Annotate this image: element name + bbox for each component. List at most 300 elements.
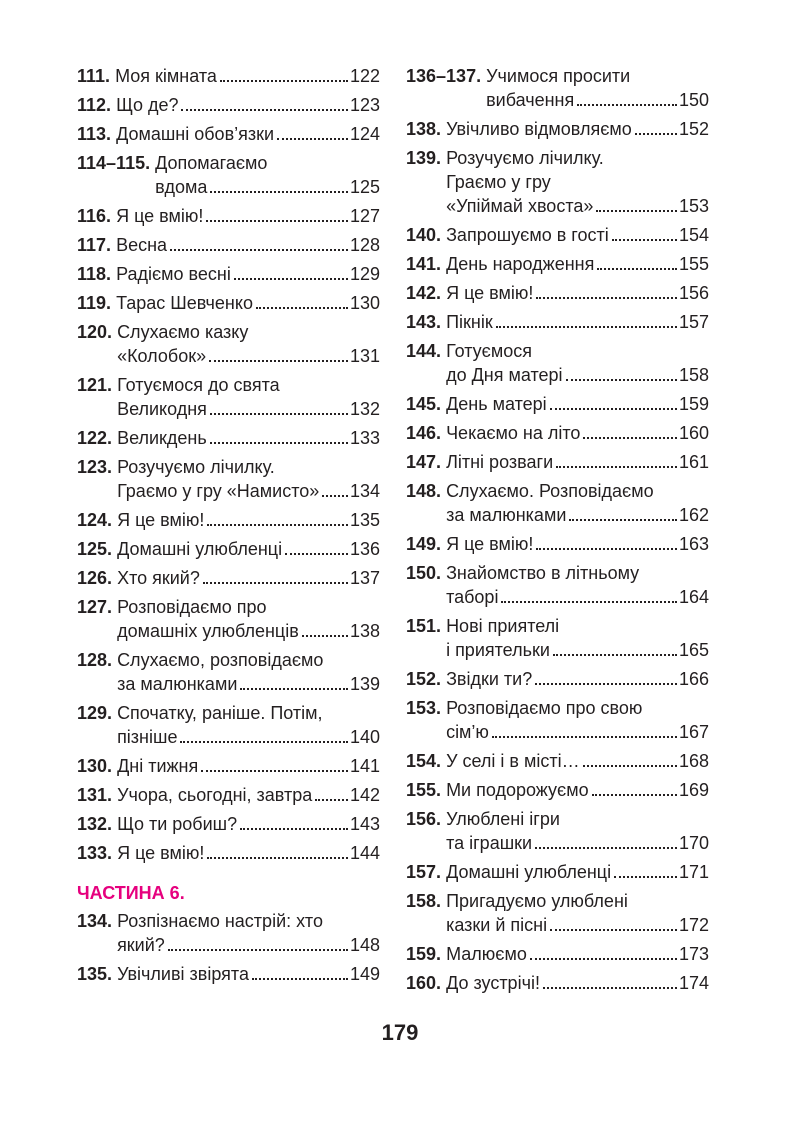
lesson-number: 136–137. (406, 66, 482, 86)
title-line (117, 566, 380, 590)
dot-leader (203, 582, 348, 584)
toc-entry[interactable] (406, 532, 709, 556)
lesson-number: 151. (406, 616, 442, 636)
title-line (446, 252, 709, 276)
page-ref: 167 (678, 722, 709, 742)
title-line (446, 146, 709, 170)
title-line (446, 561, 709, 585)
lesson-title (446, 696, 709, 744)
lesson-number: 121. (77, 375, 113, 395)
dot-leader (277, 138, 348, 140)
page-ref: 166 (678, 669, 709, 689)
toc-entry[interactable] (77, 648, 380, 696)
title-line (117, 344, 380, 368)
lesson-title (155, 151, 380, 199)
page-ref: 154 (678, 225, 709, 245)
lesson-number: 123. (77, 457, 113, 477)
lesson-number: 122. (77, 428, 113, 448)
page-ref: 130 (349, 293, 380, 313)
title-text: Учора, сьогодні, завтра (117, 785, 313, 805)
lesson-title (446, 310, 709, 334)
page-ref: 144 (349, 843, 380, 863)
title-line (116, 262, 380, 286)
dot-leader (583, 765, 677, 767)
toc-entry[interactable] (77, 93, 380, 117)
page-ref: 139 (349, 674, 380, 694)
toc-left-list (77, 64, 380, 865)
title-text: Звідки ти? (446, 669, 533, 689)
lesson-title (446, 479, 709, 527)
page-ref: 132 (349, 399, 380, 419)
lesson-title (117, 812, 380, 836)
toc-entry[interactable] (77, 783, 380, 807)
lesson-title (117, 648, 380, 696)
toc-entry[interactable] (77, 508, 380, 532)
lesson-title (117, 426, 380, 450)
page-ref: 136 (349, 539, 380, 559)
lesson-title (446, 146, 709, 218)
dot-leader (577, 104, 677, 106)
lesson-number: 118. (77, 264, 112, 284)
title-line (446, 450, 709, 474)
page-number: 179 (381, 1020, 419, 1045)
toc-entry[interactable] (406, 252, 709, 276)
title-line (117, 841, 380, 865)
title-line (446, 667, 709, 691)
page-ref: 171 (678, 862, 709, 882)
title-line (446, 532, 709, 556)
dot-leader (535, 683, 677, 685)
dot-leader (596, 210, 677, 212)
toc-entry[interactable] (77, 595, 380, 643)
lesson-number: 147. (406, 452, 442, 472)
toc-entry[interactable] (77, 962, 380, 986)
lesson-title (446, 667, 709, 691)
dot-leader (569, 519, 677, 521)
toc-entry[interactable] (406, 971, 709, 995)
title-text: Готуємося (446, 341, 532, 361)
lesson-number: 132. (77, 814, 113, 834)
toc-entry[interactable] (77, 291, 380, 315)
lesson-number: 156. (406, 809, 442, 829)
lesson-number: 119. (77, 293, 112, 313)
lesson-number: 154. (406, 751, 442, 771)
lesson-title (446, 807, 709, 855)
lesson-title (446, 614, 709, 662)
page-ref: 123 (349, 95, 380, 115)
title-text: Слухаємо. Розповідаємо (446, 481, 654, 501)
page-ref: 153 (678, 196, 709, 216)
toc-entry[interactable] (406, 64, 709, 112)
page-ref: 155 (678, 254, 709, 274)
title-line (446, 392, 709, 416)
page-ref: 135 (349, 510, 380, 530)
page-ref: 125 (349, 177, 380, 197)
toc-entry[interactable] (77, 841, 380, 865)
dot-leader (501, 601, 677, 603)
title-line (155, 151, 380, 175)
title-text: Знайомство в літньому (446, 563, 640, 583)
lesson-title (116, 233, 380, 257)
title-line (117, 397, 380, 421)
dot-leader (234, 278, 348, 280)
dot-leader (553, 654, 677, 656)
lesson-title (117, 962, 380, 986)
title-line (116, 291, 380, 315)
toc-entry[interactable] (406, 146, 709, 218)
title-line (117, 725, 380, 749)
dot-leader (492, 736, 677, 738)
lesson-number: 131. (77, 785, 113, 805)
title-text: Чекаємо на літо (446, 423, 581, 443)
title-line (117, 672, 380, 696)
title-line (117, 426, 380, 450)
title-line (446, 913, 709, 937)
lesson-title (446, 392, 709, 416)
toc-entry[interactable] (406, 117, 709, 141)
title-text: Спочатку, раніше. Потім, (117, 703, 323, 723)
lesson-number: 128. (77, 650, 113, 670)
page-ref: 160 (678, 423, 709, 443)
dot-leader (210, 413, 348, 415)
toc-entry[interactable] (406, 942, 709, 966)
page-ref: 148 (349, 935, 380, 955)
lesson-title (116, 93, 380, 117)
toc-left-list-after-section (77, 909, 380, 986)
lesson-number: 139. (406, 148, 442, 168)
toc-entry[interactable] (406, 479, 709, 527)
title-line (116, 93, 380, 117)
dot-leader (207, 524, 348, 526)
page-ref: 133 (349, 428, 380, 448)
lesson-title (446, 778, 709, 802)
title-text: за малюнками (117, 674, 238, 694)
toc-entry[interactable] (77, 64, 380, 88)
lesson-title (117, 455, 380, 503)
lesson-number: 140. (406, 225, 442, 245)
lesson-number: 144. (406, 341, 442, 361)
toc-left-column (77, 64, 380, 991)
toc-entry[interactable] (77, 320, 380, 368)
page-ref: 157 (678, 312, 709, 332)
title-text: сім’ю (446, 722, 489, 742)
title-text: казки й пісні (446, 915, 548, 935)
toc-entry[interactable] (406, 223, 709, 247)
lesson-title (117, 909, 380, 957)
page-ref: 161 (678, 452, 709, 472)
page-ref: 158 (678, 365, 709, 385)
toc-entry[interactable] (77, 701, 380, 749)
page-ref: 138 (349, 621, 380, 641)
title-text: Що де? (116, 95, 179, 115)
dot-leader (536, 548, 677, 550)
lesson-title (116, 204, 380, 228)
toc-entry[interactable] (77, 151, 380, 199)
title-text: Пікнік (446, 312, 493, 332)
toc-entry[interactable] (406, 807, 709, 855)
toc-entry[interactable] (406, 889, 709, 937)
title-line (446, 281, 709, 305)
lesson-number: 116. (77, 206, 112, 226)
title-line (446, 614, 709, 638)
title-line (117, 373, 380, 397)
title-text: Літні розваги (446, 452, 554, 472)
title-line (446, 339, 709, 363)
lesson-title (116, 291, 380, 315)
page-ref: 152 (678, 119, 709, 139)
lesson-title (116, 122, 380, 146)
lesson-number: 159. (406, 944, 442, 964)
title-text: Домашні улюбленці (117, 539, 283, 559)
lesson-number: 117. (77, 235, 112, 255)
title-text: Увічливі звірята (117, 964, 249, 984)
title-text: Розучуємо лічилку. (446, 148, 604, 168)
toc-entry[interactable] (77, 426, 380, 450)
dot-leader (614, 876, 677, 878)
lesson-title (117, 566, 380, 590)
lesson-title (446, 971, 709, 995)
title-text: Радіємо весні (116, 264, 231, 284)
dot-leader (170, 249, 348, 251)
lesson-number: 157. (406, 862, 442, 882)
lesson-title (446, 889, 709, 937)
title-text: Весна (116, 235, 168, 255)
toc-entry[interactable] (406, 614, 709, 662)
title-text: Допомагаємо (155, 153, 268, 173)
lesson-number: 127. (77, 597, 113, 617)
title-text: Я це вмію! (116, 206, 204, 226)
title-line (446, 807, 709, 831)
title-text: Увічливо відмовляємо (446, 119, 632, 139)
toc-entry[interactable] (77, 537, 380, 561)
title-line (446, 363, 709, 387)
title-line (117, 701, 380, 725)
toc-entry[interactable] (406, 860, 709, 884)
dot-leader (597, 268, 677, 270)
lesson-title (117, 701, 380, 749)
lesson-number: 142. (406, 283, 442, 303)
lesson-title (446, 450, 709, 474)
toc-right-list (406, 64, 709, 995)
lesson-title (117, 508, 380, 532)
lesson-title (446, 281, 709, 305)
dot-leader (315, 799, 348, 801)
lesson-number: 133. (77, 843, 113, 863)
title-line (446, 421, 709, 445)
title-text: «Колобок» (117, 346, 207, 366)
dot-leader (240, 688, 348, 690)
lesson-number: 150. (406, 563, 442, 583)
lesson-number: 146. (406, 423, 442, 443)
page-ref: 124 (349, 124, 380, 144)
title-line (117, 537, 380, 561)
toc-entry[interactable] (77, 566, 380, 590)
page-ref: 164 (678, 587, 709, 607)
lesson-title (117, 537, 380, 561)
title-line (117, 783, 380, 807)
lesson-number: 152. (406, 669, 442, 689)
page-ref: 142 (349, 785, 380, 805)
toc-entry[interactable] (77, 812, 380, 836)
toc-entry[interactable] (406, 696, 709, 744)
toc-entry[interactable] (77, 204, 380, 228)
toc-entry[interactable] (77, 122, 380, 146)
title-line (446, 503, 709, 527)
dot-leader (201, 770, 348, 772)
lesson-title (446, 421, 709, 445)
page-ref: 162 (678, 505, 709, 525)
title-line (446, 971, 709, 995)
lesson-number: 124. (77, 510, 113, 530)
title-text: Моя кімната (115, 66, 217, 86)
lesson-number: 120. (77, 322, 113, 342)
title-text: Розпізнаємо настрій: хто (117, 911, 323, 931)
title-line (446, 170, 709, 194)
dot-leader (583, 437, 677, 439)
title-text: Домашні улюбленці (446, 862, 612, 882)
title-text: День народження (446, 254, 595, 274)
lesson-number: 153. (406, 698, 442, 718)
lesson-number: 158. (406, 891, 442, 911)
title-line (117, 648, 380, 672)
toc-entry[interactable] (406, 778, 709, 802)
lesson-title (446, 561, 709, 609)
page-ref: 122 (349, 66, 380, 86)
dot-leader (210, 191, 348, 193)
toc-entry[interactable] (406, 749, 709, 773)
page-ref: 134 (349, 481, 380, 501)
title-text: У селі і в місті… (446, 751, 580, 771)
title-line (446, 720, 709, 744)
page-ref: 141 (349, 756, 380, 776)
page-ref: 156 (678, 283, 709, 303)
title-text: вибачення (486, 90, 575, 110)
dot-leader (209, 360, 348, 362)
title-line (117, 909, 380, 933)
page-ref: 140 (349, 727, 380, 747)
title-text: домашніх улюбленців (117, 621, 299, 641)
title-line (117, 933, 380, 957)
lesson-number: 135. (77, 964, 113, 984)
title-text: Готуємося до свята (117, 375, 280, 395)
toc-entry[interactable] (406, 310, 709, 334)
toc-entry[interactable] (77, 262, 380, 286)
toc-entry[interactable] (77, 373, 380, 421)
title-line (486, 64, 709, 88)
title-line (446, 310, 709, 334)
lesson-number: 129. (77, 703, 113, 723)
title-line (446, 585, 709, 609)
toc-entry[interactable] (406, 561, 709, 609)
lesson-title (446, 117, 709, 141)
toc-right-column (406, 64, 709, 1000)
title-line (446, 696, 709, 720)
title-text: Улюблені ігри (446, 809, 560, 829)
page-ref: 163 (678, 534, 709, 554)
toc-entry[interactable] (406, 339, 709, 387)
dot-leader (566, 379, 677, 381)
title-line (155, 175, 380, 199)
title-line (446, 778, 709, 802)
title-text: Граємо у гру (446, 172, 551, 192)
dot-leader (556, 466, 677, 468)
title-line (115, 64, 380, 88)
lesson-title (486, 64, 709, 112)
lesson-title (446, 532, 709, 556)
lesson-title (117, 841, 380, 865)
lesson-number: 149. (406, 534, 442, 554)
title-text: який? (117, 935, 165, 955)
toc-entry[interactable] (77, 754, 380, 778)
page-ref: 165 (678, 640, 709, 660)
title-text: Учимося просити (486, 66, 631, 86)
lesson-title (117, 320, 380, 368)
title-text: Я це вмію! (446, 534, 534, 554)
title-line (117, 962, 380, 986)
title-line (116, 122, 380, 146)
toc-entry[interactable] (77, 455, 380, 503)
lesson-number: 148. (406, 481, 442, 501)
title-line (446, 749, 709, 773)
toc-entry[interactable] (406, 667, 709, 691)
lesson-title (446, 942, 709, 966)
title-text: «Упіймай хвоста» (446, 196, 594, 216)
title-line (117, 595, 380, 619)
title-text: До зустрічі! (446, 973, 540, 993)
title-text: і приятельки (446, 640, 550, 660)
toc-entry[interactable] (406, 421, 709, 445)
title-line (116, 233, 380, 257)
page-ref: 172 (678, 915, 709, 935)
title-text: Слухаємо, розповідаємо (117, 650, 324, 670)
dot-leader (220, 80, 348, 82)
toc-entry[interactable] (406, 281, 709, 305)
title-text: Розповідаємо про свою (446, 698, 643, 718)
dot-leader (207, 857, 348, 859)
title-line (446, 117, 709, 141)
toc-entry[interactable] (77, 233, 380, 257)
title-text: Великодня (117, 399, 207, 419)
lesson-number: 134. (77, 911, 113, 931)
title-text: вдома (155, 177, 208, 197)
lesson-title (446, 749, 709, 773)
title-text: Розповідаємо про (117, 597, 267, 617)
section-heading: ЧАСТИНА 6. (77, 883, 185, 903)
lesson-number: 111. (77, 66, 111, 86)
title-text: Великдень (117, 428, 207, 448)
lesson-number: 155. (406, 780, 442, 800)
lesson-title (117, 754, 380, 778)
lesson-number: 112. (77, 95, 112, 115)
page-ref: 170 (678, 833, 709, 853)
toc-entry[interactable] (77, 909, 380, 957)
dot-leader (210, 442, 348, 444)
title-text: Я це вмію! (117, 843, 205, 863)
dot-leader (535, 847, 677, 849)
page-ref: 149 (349, 964, 380, 984)
title-text: пізніше (117, 727, 178, 747)
dot-leader (256, 307, 348, 309)
lesson-title (117, 373, 380, 421)
title-line (446, 223, 709, 247)
title-text: та іграшки (446, 833, 533, 853)
toc-entry[interactable] (406, 392, 709, 416)
page-ref: 159 (678, 394, 709, 414)
lesson-number: 130. (77, 756, 113, 776)
title-text: Що ти робиш? (117, 814, 238, 834)
toc-entry[interactable] (406, 450, 709, 474)
page-ref: 173 (678, 944, 709, 964)
